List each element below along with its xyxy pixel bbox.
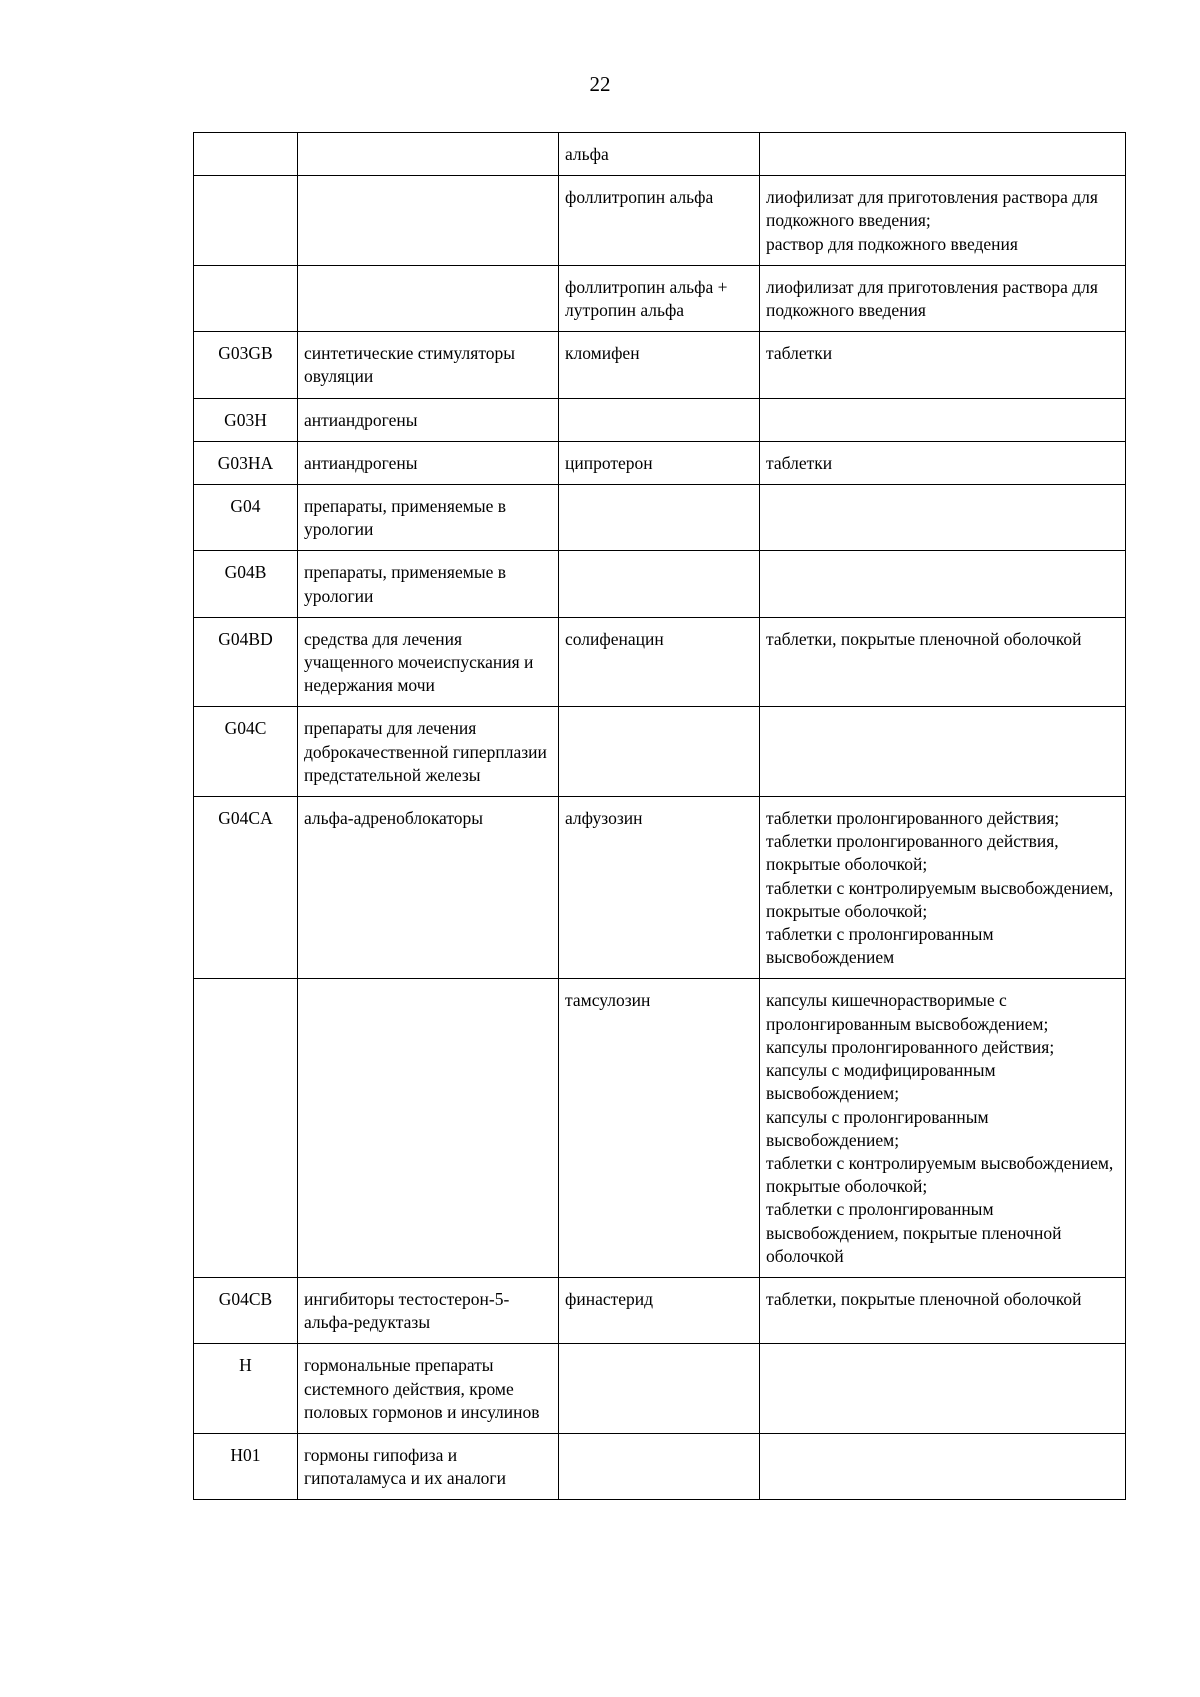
atc-code-cell: G03GB bbox=[194, 332, 298, 398]
dosage-form-item: капсулы пролонгированного действия; bbox=[766, 1036, 1055, 1057]
table-row bbox=[194, 979, 1126, 1277]
anatomical-group-cell: синтетические стимуляторы овуляции bbox=[298, 332, 559, 398]
atc-code-cell: H01 bbox=[194, 1433, 298, 1499]
table-row bbox=[194, 133, 1126, 176]
anatomical-group-cell: препараты, применяемые в урологии bbox=[298, 551, 559, 617]
atc-code-cell: G04BD bbox=[194, 617, 298, 707]
table-row bbox=[194, 551, 1126, 617]
dosage-forms-cell bbox=[760, 1344, 1126, 1434]
dosage-forms-cell bbox=[760, 551, 1126, 617]
drug-name-cell: кломифен bbox=[559, 332, 760, 398]
dosage-forms-cell bbox=[760, 617, 1126, 707]
dosage-form-item: таблетки пролонгированного действия; bbox=[766, 808, 1060, 829]
anatomical-group-cell bbox=[298, 176, 559, 266]
drug-name-cell: алфузозин bbox=[559, 797, 760, 979]
drug-table bbox=[193, 132, 1126, 1500]
dosage-form-item: таблетки с пролонгированным высвобождением bbox=[766, 924, 994, 968]
dosage-form-item: таблетки с контролируемым высвобождением, покрытые оболочкой; bbox=[766, 877, 1114, 921]
anatomical-group-cell bbox=[298, 265, 559, 331]
dosage-form-item: таблетки, покрытые пленочной оболочкой bbox=[766, 628, 1082, 649]
dosage-form-item: таблетки пролонгированного действия, покрытые оболочкой; bbox=[766, 831, 1059, 875]
anatomical-group-cell: альфа-адреноблокаторы bbox=[298, 797, 559, 979]
atc-code-cell: H bbox=[194, 1344, 298, 1434]
drug-name-cell: ципротерон bbox=[559, 441, 760, 484]
anatomical-group-cell: ингибиторы тестостерон-5-альфа-редуктазы bbox=[298, 1277, 559, 1343]
table-row bbox=[194, 398, 1126, 441]
atc-code-cell: G04CB bbox=[194, 1277, 298, 1343]
dosage-forms-cell bbox=[760, 398, 1126, 441]
dosage-forms-cell bbox=[760, 133, 1126, 176]
drug-name-cell: фоллитропин альфа + лутропин альфа bbox=[559, 265, 760, 331]
dosage-form-item: таблетки bbox=[766, 343, 833, 364]
table-row bbox=[194, 332, 1126, 398]
dosage-form-item: капсулы с модифицированным высвобождением; bbox=[766, 1060, 996, 1104]
table-row bbox=[194, 441, 1126, 484]
table-row bbox=[194, 1344, 1126, 1434]
atc-code-cell bbox=[194, 979, 298, 1277]
atc-code-cell: G04CA bbox=[194, 797, 298, 979]
anatomical-group-cell: гормоны гипофиза и гипоталамуса и их аналоги bbox=[298, 1433, 559, 1499]
drug-name-cell bbox=[559, 485, 760, 551]
atc-code-cell: G03HA bbox=[194, 441, 298, 484]
drug-name-cell bbox=[559, 551, 760, 617]
table-row bbox=[194, 176, 1126, 266]
dosage-form-item: таблетки, покрытые пленочной оболочкой bbox=[766, 1288, 1082, 1309]
drug-name-cell bbox=[559, 1433, 760, 1499]
table-row bbox=[194, 485, 1126, 551]
dosage-forms-cell bbox=[760, 1277, 1126, 1343]
dosage-forms-cell bbox=[760, 797, 1126, 979]
atc-code-cell bbox=[194, 133, 298, 176]
drug-name-cell bbox=[559, 1344, 760, 1434]
anatomical-group-cell: антиандрогены bbox=[298, 398, 559, 441]
table-row bbox=[194, 1433, 1126, 1499]
table-row bbox=[194, 617, 1126, 707]
dosage-forms-cell bbox=[760, 176, 1126, 266]
drug-name-cell bbox=[559, 398, 760, 441]
dosage-form-item: капсулы с пролонгированным высвобождением; bbox=[766, 1106, 989, 1150]
table-row bbox=[194, 265, 1126, 331]
drug-name-cell: альфа bbox=[559, 133, 760, 176]
dosage-form-item: лиофилизат для приготовления раствора для подкожного введения; bbox=[766, 187, 1098, 231]
drug-name-cell: тамсулозин bbox=[559, 979, 760, 1277]
dosage-forms-cell bbox=[760, 485, 1126, 551]
drug-name-cell: солифенацин bbox=[559, 617, 760, 707]
table-row bbox=[194, 707, 1126, 797]
atc-code-cell: G04 bbox=[194, 485, 298, 551]
dosage-form-item: таблетки с контролируемым высвобождением, покрытые оболочкой; bbox=[766, 1152, 1114, 1197]
dosage-form-item: капсулы кишечнорастворимые с пролонгированным высвобождением; bbox=[766, 990, 1049, 1034]
atc-code-cell: G03H bbox=[194, 398, 298, 441]
dosage-forms-cell bbox=[760, 1433, 1126, 1499]
dosage-forms-cell bbox=[760, 265, 1126, 331]
dosage-form-item: лиофилизат для приготовления раствора для подкожного введения bbox=[766, 276, 1098, 321]
anatomical-group-cell bbox=[298, 979, 559, 1277]
page-number: 22 bbox=[589, 72, 611, 96]
anatomical-group-cell: средства для лечения учащенного мочеиспускания и недержания мочи bbox=[298, 617, 559, 707]
dosage-form-item: таблетки с пролонгированным высвобождением, покрытые пленочной оболочкой bbox=[766, 1199, 1062, 1266]
drug-name-cell: финастерид bbox=[559, 1277, 760, 1343]
table-body bbox=[194, 133, 1126, 1500]
anatomical-group-cell: препараты, применяемые в урологии bbox=[298, 485, 559, 551]
anatomical-group-cell: антиандрогены bbox=[298, 441, 559, 484]
dosage-form-item: таблетки bbox=[766, 452, 833, 473]
dosage-forms-cell bbox=[760, 332, 1126, 398]
dosage-forms-cell bbox=[760, 441, 1126, 484]
drug-name-cell: фоллитропин альфа bbox=[559, 176, 760, 266]
drug-name-cell bbox=[559, 707, 760, 797]
atc-code-cell: G04C bbox=[194, 707, 298, 797]
table-row bbox=[194, 797, 1126, 979]
dosage-forms-cell bbox=[760, 707, 1126, 797]
anatomical-group-cell: препараты для лечения доброкачественной гиперплазии предстательной железы bbox=[298, 707, 559, 797]
atc-code-cell bbox=[194, 265, 298, 331]
dosage-form-item: раствор для подкожного введения bbox=[766, 233, 1018, 254]
table-row bbox=[194, 1277, 1126, 1343]
anatomical-group-cell: гормональные препараты системного действия, кроме половых гормонов и инсулинов bbox=[298, 1344, 559, 1434]
dosage-forms-cell bbox=[760, 979, 1126, 1277]
atc-code-cell bbox=[194, 176, 298, 266]
atc-code-cell: G04B bbox=[194, 551, 298, 617]
anatomical-group-cell bbox=[298, 133, 559, 176]
